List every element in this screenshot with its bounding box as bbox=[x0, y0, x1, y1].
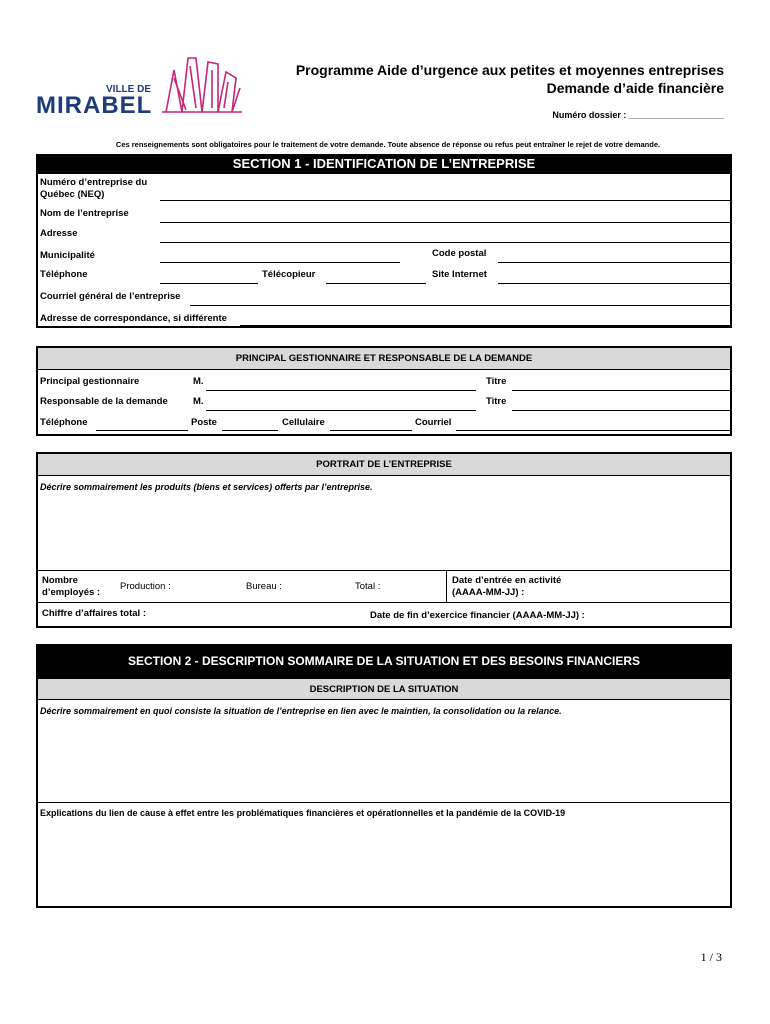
portrait-decrire: Décrire sommairement les produits (biens et services) offerts par l’entreprise. bbox=[40, 482, 373, 492]
section2-decrire: Décrire sommairement en quoi consiste la situation de l’entreprise en lien avec le maintien, la consolidation ou la relance. bbox=[40, 706, 562, 716]
responsable-m: M. bbox=[193, 396, 204, 407]
telephone-field[interactable] bbox=[160, 283, 258, 284]
correspondance-label: Adresse de correspondance, si différente bbox=[40, 313, 227, 324]
principal-m: M. bbox=[193, 376, 204, 387]
poste-label: Poste bbox=[191, 417, 217, 428]
responsable-titre-label: Titre bbox=[486, 396, 507, 407]
logo-city-small: VILLE DE bbox=[106, 84, 152, 95]
explications-textarea[interactable] bbox=[38, 822, 730, 906]
site-label: Site Internet bbox=[432, 269, 487, 280]
neq-label-line1: Numéro d’entreprise du bbox=[40, 177, 148, 188]
city-logo bbox=[36, 50, 246, 120]
principal-titre-field[interactable] bbox=[512, 390, 730, 391]
portrait-vdivider bbox=[446, 570, 447, 602]
section2-explications: Explications du lien de cause à effet entre les problématiques financières et opérationnelles et la pandémie de la COVID-19 bbox=[40, 808, 566, 818]
section1-title: SECTION 1 - IDENTIFICATION DE L’ENTREPRISE bbox=[36, 154, 732, 174]
nom-label: Nom de l’entreprise bbox=[40, 208, 129, 219]
courriel-field[interactable] bbox=[190, 305, 730, 306]
chiffre-label: Chiffre d’affaires total : bbox=[42, 608, 146, 619]
section2-subtitle: DESCRIPTION DE LA SITUATION bbox=[38, 678, 730, 700]
production-label: Production : bbox=[120, 581, 171, 592]
gestionnaire-telephone-field[interactable] bbox=[96, 430, 188, 431]
courriel-label: Courriel général de l’entreprise bbox=[40, 291, 181, 302]
responsable-label: Responsable de la demande bbox=[40, 396, 168, 407]
portrait-divider bbox=[38, 570, 730, 571]
gestionnaire-courriel-label: Courriel bbox=[415, 417, 452, 428]
page-title-line2: Demande d’aide financière bbox=[546, 80, 724, 96]
section2-title: SECTION 2 - DESCRIPTION SOMMAIRE DE LA SITUATION ET DES BESOINS FINANCIERS bbox=[36, 644, 732, 678]
neq-label-line2: Québec (NEQ) bbox=[40, 189, 105, 200]
gestionnaire-title: PRINCIPAL GESTIONNAIRE ET RESPONSABLE DE LA DEMANDE bbox=[38, 348, 730, 370]
gestionnaire-telephone-label: Téléphone bbox=[40, 417, 88, 428]
date-entree-line2: (AAAA-MM-JJ) : bbox=[452, 587, 525, 598]
responsable-titre-field[interactable] bbox=[512, 410, 730, 411]
site-field[interactable] bbox=[498, 283, 730, 284]
nom-field[interactable] bbox=[160, 222, 730, 223]
logo-city-name: MIRABEL bbox=[36, 92, 153, 119]
principal-titre-label: Titre bbox=[486, 376, 507, 387]
cellulaire-field[interactable] bbox=[330, 430, 412, 431]
situation-textarea[interactable] bbox=[38, 720, 730, 802]
total-label: Total : bbox=[355, 581, 381, 592]
code-postal-field[interactable] bbox=[498, 262, 730, 263]
portrait-divider2 bbox=[38, 602, 730, 603]
telecopieur-field[interactable] bbox=[326, 283, 426, 284]
portrait-textarea[interactable] bbox=[38, 496, 730, 570]
principal-label: Principal gestionnaire bbox=[40, 376, 140, 387]
page-number: 1 / 3 bbox=[700, 950, 722, 964]
adresse-label: Adresse bbox=[40, 228, 78, 239]
adresse-field[interactable] bbox=[160, 242, 730, 243]
telephone-label: Téléphone bbox=[40, 269, 88, 280]
date-fin-label: Date de fin d’exercice financier (AAAA-MM-JJ) : bbox=[370, 610, 585, 621]
dossier-number[interactable]: Numéro dossier : ___________________ bbox=[552, 110, 724, 120]
page-title-line1: Programme Aide d’urgence aux petites et moyennes entreprises bbox=[295, 62, 724, 78]
responsable-name-field[interactable] bbox=[206, 410, 476, 411]
section2-divider bbox=[38, 802, 730, 803]
nombre-line2: d’employés : bbox=[42, 587, 101, 598]
gestionnaire-courriel-field[interactable] bbox=[456, 430, 730, 431]
notice-text: Ces renseignements sont obligatoires pour le traitement de votre demande. Toute absence de réponse ou refus peut entraîner le rejet de votre demande. bbox=[115, 140, 661, 149]
neq-field[interactable] bbox=[160, 200, 730, 201]
correspondance-field[interactable] bbox=[240, 325, 730, 326]
portrait-title: PORTRAIT DE L’ENTREPRISE bbox=[38, 454, 730, 476]
code-postal-label: Code postal bbox=[432, 248, 487, 259]
nombre-line1: Nombre bbox=[42, 575, 78, 586]
poste-field[interactable] bbox=[222, 430, 278, 431]
date-entree-line1: Date d’entrée en activité bbox=[452, 575, 562, 586]
telecopieur-label: Télécopieur bbox=[262, 269, 316, 280]
principal-name-field[interactable] bbox=[206, 390, 476, 391]
bureau-label: Bureau : bbox=[246, 581, 282, 592]
municipalite-label: Municipalité bbox=[40, 250, 95, 261]
municipalite-field[interactable] bbox=[160, 262, 400, 263]
cellulaire-label: Cellulaire bbox=[282, 417, 325, 428]
